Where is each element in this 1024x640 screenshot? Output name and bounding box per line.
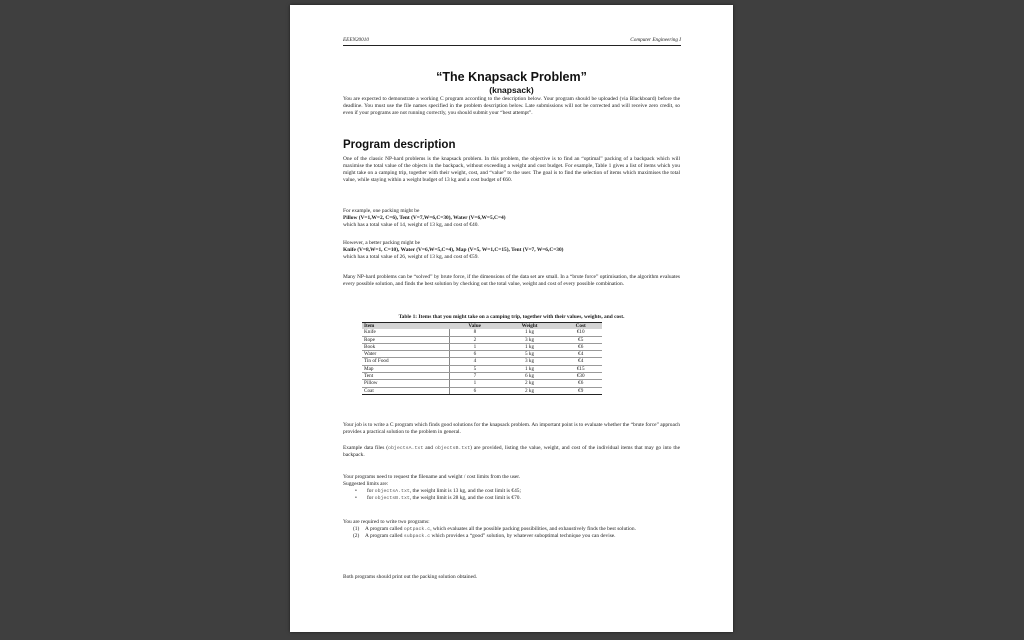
example-one xyxy=(343,208,680,229)
item-cost: €4 xyxy=(559,351,602,358)
item-cost: €30 xyxy=(559,373,602,380)
programs-block xyxy=(343,519,680,540)
table-row xyxy=(362,351,602,358)
item-value: 7 xyxy=(450,373,500,380)
table-row xyxy=(362,329,602,336)
table-caption: Table 1: Items that you might take on a camping trip, together with their values, weights, and cost. xyxy=(398,314,625,320)
limit-post: , the weight limit is 13 kg, and the cost limit is €45; xyxy=(409,488,521,495)
job-text: Your job is to write a C program which finds good solutions for the knapsack problem. An important point is to evaluate whether the “brute force” approach provides a practical solution to the problem in general. xyxy=(343,422,680,436)
item-cost: €15 xyxy=(559,365,602,372)
document-title: “The Knapsack Problem” xyxy=(436,70,587,84)
files-text xyxy=(343,445,680,459)
item-name: Coat xyxy=(362,387,450,394)
program-number: (1) xyxy=(353,526,360,533)
course-code: EEEN20010 xyxy=(343,37,369,43)
program-post: , which evaluates all the possible packing possibilities, and exhaustively finds the best solution. xyxy=(430,526,636,533)
table-row xyxy=(362,387,602,394)
limit-file: objectsB.txt xyxy=(374,496,410,502)
item-value: 2 xyxy=(450,336,500,343)
column-header-weight: Weight xyxy=(500,323,560,330)
item-weight: 1 kg xyxy=(500,329,560,336)
limit-pre: for xyxy=(367,495,375,502)
programs-list xyxy=(343,526,680,540)
item-cost: €4 xyxy=(559,358,602,365)
limit-file: objectsA.txt xyxy=(374,489,410,495)
item-cost: €6 xyxy=(559,380,602,387)
limit-post: , the weight limit is 28 kg, and the cost limit is €70. xyxy=(409,495,521,502)
program-pre: A program called xyxy=(365,533,404,540)
files-text-mid: and xyxy=(423,445,435,451)
column-header-cost: Cost xyxy=(559,323,602,330)
files-text-post: ) are provided, listing the value, weight, and cost of the individual items that may go into the backpack. xyxy=(343,445,680,459)
item-name: Rope xyxy=(362,336,450,343)
items-table xyxy=(362,322,602,395)
closing-text: Both programs should print out the packing solution obtained. xyxy=(343,574,478,580)
files-paragraph xyxy=(343,445,680,459)
example-one-packing: Pillow (V=1,W=2, C=6), Tent (V=7,W=6,C=30), Water (V=6,W=5,C=4) xyxy=(343,215,506,222)
item-name: Water xyxy=(362,351,450,358)
request-text: Your programs need to request the filename and weight / cost limits from the user. xyxy=(343,474,521,480)
item-name: Tent xyxy=(362,373,450,380)
item-value: 8 xyxy=(450,329,500,336)
example-two-packing: Knife (V=8,W=1, C=10), Water (V=6,W=5,C=4), Map (V=5, W=1,C=15), Tent (V=7, W=6,C=30) xyxy=(343,247,564,254)
column-header-item: Item xyxy=(362,323,450,330)
item-cost: €10 xyxy=(559,329,602,336)
table-row xyxy=(362,365,602,372)
item-cost: €5 xyxy=(559,336,602,343)
section-heading: Program description xyxy=(343,139,456,151)
item-value: 5 xyxy=(450,365,500,372)
item-value: 1 xyxy=(450,380,500,387)
program-file: optpack.c xyxy=(403,527,431,533)
intro-text: You are expected to demonstrate a working C program according to the description below. Your program should be uploaded (via Blackboard) before the deadline. You must use the file names specified in the problem description below. Late submissions will not be corrected and will receive zero credit, so even if your programs are not running correctly, you should submit your “best attempt”. xyxy=(343,96,680,117)
item-value: 6 xyxy=(450,387,500,394)
example-two xyxy=(343,240,680,261)
example-one-result: which has a total value of 14, weight of 13 kg, and cost of €40. xyxy=(343,222,479,229)
item-value: 4 xyxy=(450,358,500,365)
table-row xyxy=(362,380,602,387)
intro-paragraph xyxy=(343,96,680,117)
item-value: 6 xyxy=(450,351,500,358)
program-file: subpack.c xyxy=(403,534,431,540)
description-text: One of the classic NP-hard problems is the knapsack problem. In this problem, the objective is to find an “optimal” packing of a backpack which will maximise the total value of the objects in the backpack, without exceeding a weight and cost budget. For example, Table 1 gives a list of items which you might take on a camping trip, together with their weight, cost, and “value” to the user. The goal is to find the selection of items which maximises the total value, while staying within a weight budget of 13 kg and a cost budget of €60. xyxy=(343,156,680,184)
files-text-pre: Example data files ( xyxy=(343,445,389,451)
file-name-a: objectsA.txt xyxy=(388,446,424,451)
item-weight: 2 kg xyxy=(500,387,560,394)
item-weight: 5 kg xyxy=(500,351,560,358)
job-paragraph xyxy=(343,422,680,436)
item-weight: 3 kg xyxy=(500,336,560,343)
required-text: You are required to write two programs: xyxy=(343,519,430,525)
program-post: which provides a “good” solution, by whatever suboptimal technique you can devise. xyxy=(430,533,616,540)
table-row xyxy=(362,343,602,350)
header-rule xyxy=(343,45,681,46)
limits-list xyxy=(343,488,680,502)
item-cost: €9 xyxy=(559,387,602,394)
example-two-result: which has a total value of 26, weight of 13 kg, and cost of €59. xyxy=(343,254,479,261)
description-paragraph xyxy=(343,156,680,184)
item-name: Knife xyxy=(362,329,450,336)
document-subtitle: (knapsack) xyxy=(489,85,534,95)
limit-pre: for xyxy=(367,488,375,495)
item-weight: 1 kg xyxy=(500,365,560,372)
item-weight: 1 kg xyxy=(500,343,560,350)
item-weight: 6 kg xyxy=(500,373,560,380)
document-page xyxy=(290,5,733,632)
program-number: (2) xyxy=(353,533,360,540)
item-value: 1 xyxy=(450,343,500,350)
limits-block xyxy=(343,474,680,502)
closing-paragraph xyxy=(343,574,680,581)
item-weight: 3 kg xyxy=(500,358,560,365)
program-pre: A program called xyxy=(365,526,404,533)
course-name: Computer Engineering I xyxy=(630,37,681,43)
suggested-text: Suggested limits are: xyxy=(343,481,389,488)
table-header-row xyxy=(362,323,602,330)
example-one-intro: For example, one packing might be xyxy=(343,208,420,214)
table-row xyxy=(362,373,602,380)
brute-force-paragraph xyxy=(343,274,680,288)
item-name: Pillow xyxy=(362,380,450,387)
table-row xyxy=(362,358,602,365)
list-item xyxy=(353,533,680,540)
file-name-b: objectsB.txt xyxy=(434,446,471,451)
item-name: Tin of Food xyxy=(362,358,450,365)
brute-force-text: Many NP-hard problems can be “solved” by brute force, if the dimensions of the data set are small. In a “brute force” optimisation, the algorithm evaluates every possible solution, and finds the best solution by checking out the total value, weight and cost of every possible combination. xyxy=(343,274,680,288)
item-cost: €6 xyxy=(559,343,602,350)
table-row xyxy=(362,336,602,343)
item-name: Map xyxy=(362,365,450,372)
example-two-intro: However, a better packing might be xyxy=(343,240,421,246)
column-header-value: Value xyxy=(450,323,500,330)
list-item xyxy=(367,495,680,502)
item-weight: 2 kg xyxy=(500,380,560,387)
item-name: Book xyxy=(362,343,450,350)
